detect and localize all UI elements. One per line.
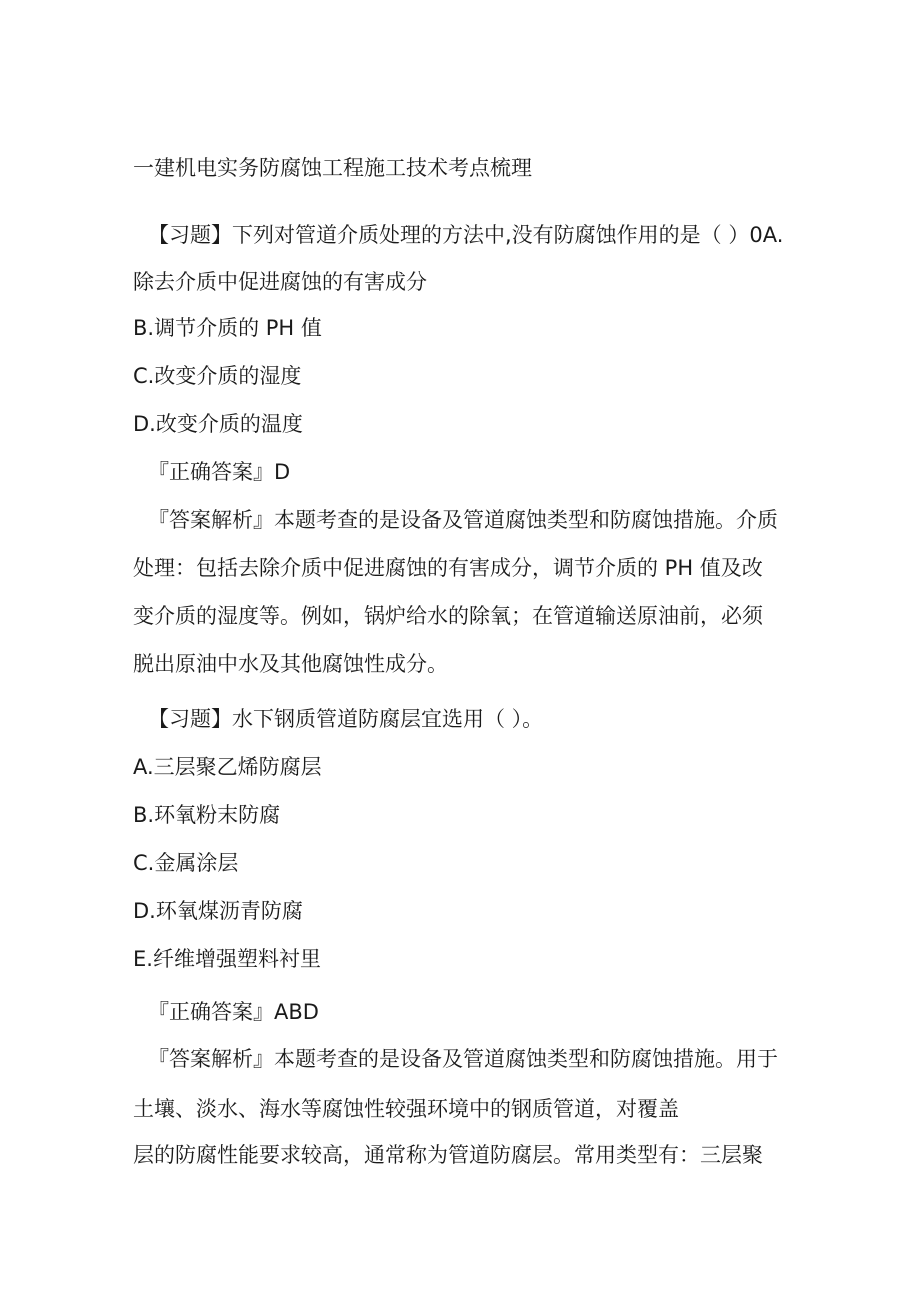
document-title: 一建机电实务防腐蚀工程施工技术考点梳理 <box>133 156 532 180</box>
q1-option-c: C.改变介质的湿度 <box>133 364 302 388</box>
q1-analysis-line1: 『答案解析』本题考查的是设备及管道腐蚀类型和防腐蚀措施。介质 <box>148 508 778 532</box>
q1-analysis-line4: 脱出原油中水及其他腐蚀性成分。 <box>133 652 448 676</box>
q2-option-b: B.环氧粉末防腐 <box>133 803 281 827</box>
q1-analysis-line3: 变介质的湿度等。例如，锅炉给水的除氧；在管道输送原油前，必须 <box>133 604 763 628</box>
q1-answer: 『正确答案』D <box>148 460 291 484</box>
q2-analysis-line1: 『答案解析』本题考查的是设备及管道腐蚀类型和防腐蚀措施。用于 <box>148 1047 778 1071</box>
q1-option-d: D.改变介质的温度 <box>133 412 303 436</box>
q2-stem: 【习题】水下钢质管道防腐层宜选用（ ）。 <box>148 707 544 731</box>
q2-analysis-line2: 土壤、淡水、海水等腐蚀性较强环境中的钢质管道，对覆盖 <box>133 1097 679 1121</box>
q1-stem-line2: 除去介质中促进腐蚀的有害成分 <box>133 270 427 294</box>
q1-stem-line1: 【习题】下列对管道介质处理的方法中,没有防腐蚀作用的是（ ）0A. <box>148 223 784 247</box>
q1-option-b: B.调节介质的 PH 值 <box>133 316 322 340</box>
q2-analysis-line3: 层的防腐性能要求较高，通常称为管道防腐层。常用类型有：三层聚 <box>133 1143 763 1167</box>
q2-option-e: E.纤维增强塑料衬里 <box>133 947 321 971</box>
q2-option-a: A.三层聚乙烯防腐层 <box>133 755 322 779</box>
q1-analysis-line2: 处理：包括去除介质中促进腐蚀的有害成分，调节介质的 PH 值及改 <box>133 556 763 580</box>
q2-option-c: C.金属涂层 <box>133 851 239 875</box>
q2-option-d: D.环氧煤沥青防腐 <box>133 899 303 923</box>
q2-answer: 『正确答案』ABD <box>148 1000 319 1024</box>
